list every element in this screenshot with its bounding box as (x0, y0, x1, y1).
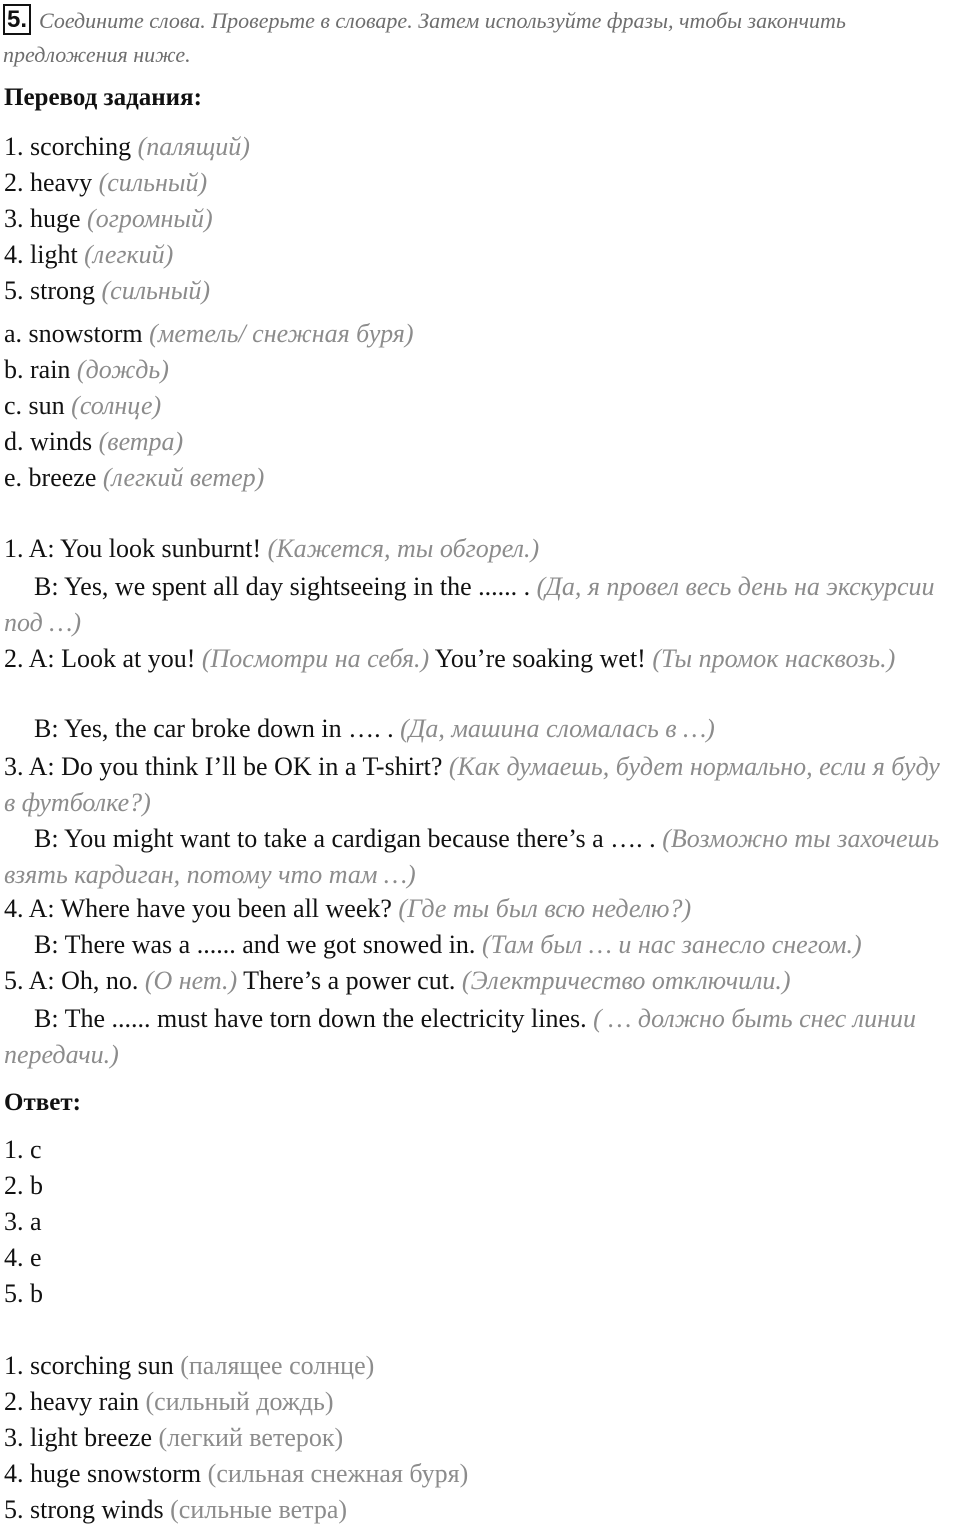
dialogue-line: B: The ...... must have torn down the electricity lines. ( … должно быть снес линии передачи.) (4, 1004, 917, 1069)
answer-item: 3. a (4, 1207, 42, 1236)
phrase-item: 5. strong winds (сильные ветра) (4, 1495, 348, 1524)
list-item: b. rain (дождь) (4, 355, 169, 384)
phrase-item: 1. scorching sun (палящее солнце) (4, 1351, 375, 1380)
phrase-item: 3. light breeze (легкий ветерок) (4, 1423, 344, 1452)
answer-heading: Ответ: (4, 1089, 81, 1116)
dialogue-line: 1. A: You look sunburnt! (Кажется, ты обгорел.) (4, 534, 540, 563)
dialogue-line: B: There was a ...... and we got snowed in. (Там был … и нас занесло снегом.) (34, 930, 862, 959)
answer-item: 1. c (4, 1135, 42, 1164)
task-header (3, 4, 958, 72)
list-item: 4. light (легкий) (4, 240, 174, 269)
dialogue-line: 3. A: Do you think I’ll be OK in a T-shirt? (Как думаешь, будет нормально, если я буду в футболке?) (4, 752, 940, 817)
answer-item: 2. b (4, 1171, 43, 1200)
list-item: 3. huge (огромный) (4, 204, 213, 233)
list-item: 5. strong (сильный) (4, 276, 211, 305)
phrase-item: 4. huge snowstorm (сильная снежная буря) (4, 1459, 469, 1488)
list-item: 1. scorching (палящий) (4, 132, 250, 161)
translation-heading: Перевод задания: (4, 84, 202, 111)
dialogue-line: 2. A: Look at you! (Посмотри на себя.) You’re soaking wet! (Ты промок насквозь.) (4, 644, 896, 673)
dialogue-line: B: Yes, the car broke down in …. . (Да, машина сломалась в …) (34, 714, 715, 743)
dialogue-line: 4. A: Where have you been all week? (Где ты был всю неделю?) (4, 894, 692, 923)
list-item: a. snowstorm (метель/ снежная буря) (4, 319, 414, 348)
dialogue-line: B: You might want to take a cardigan because there’s a …. . (Возможно ты захочешь взять кардиган, потому что там …) (4, 824, 940, 889)
dialogue-line: 5. A: Oh, no. (О нет.) There’s a power cut. (Электричество отключили.) (4, 966, 791, 995)
list-item: e. breeze (легкий ветер) (4, 463, 265, 492)
list-item: 2. heavy (сильный) (4, 168, 208, 197)
dialogue-line: B: Yes, we spent all day sightseeing in the ...... . (Да, я провел весь день на экскурсии под …) (4, 572, 935, 637)
list-item: d. winds (ветра) (4, 427, 184, 456)
phrase-item: 2. heavy rain (сильный дождь) (4, 1387, 334, 1416)
answer-item: 4. e (4, 1243, 42, 1272)
list-item: c. sun (солнце) (4, 391, 162, 420)
task-instruction: Соедините слова. Проверьте в словаре. Затем используйте фразы, чтобы закончить предложения ниже. (3, 8, 846, 67)
answer-item: 5. b (4, 1279, 43, 1308)
task-number: 5. (3, 4, 31, 35)
